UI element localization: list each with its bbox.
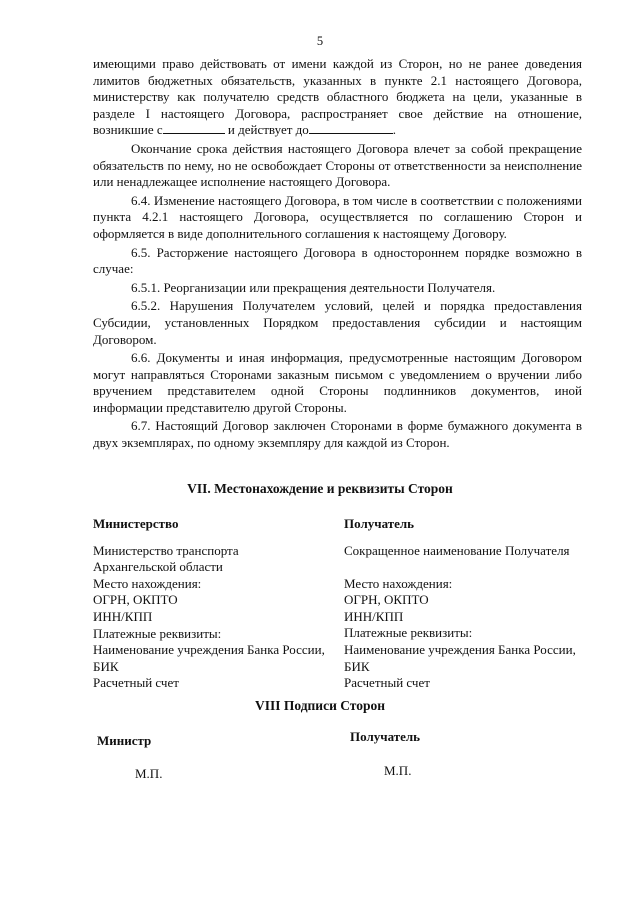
date-fill-line [309,122,393,134]
clause-6-5: 6.5. Расторжение настоящего Договора в одностороннем порядке возможно в случае: [93,244,582,277]
clause-6-5-1: 6.5.1. Реорганизации или прекращения деятельности Получателя. [131,279,496,295]
minister-signature-label: Министр [97,733,152,748]
detail-line: ИНН/КПП [93,608,153,624]
detail-line: Платежные реквизиты: [93,625,222,641]
paragraph-text: и действует до [224,122,309,138]
ministry-details [93,516,328,692]
date-fill-line [163,122,225,134]
clause-6-7: 6.7. Настоящий Договор заключен Сторонами в форме бумажного документа в двух экземплярах, по одному экземпляру для каждой из Сторон. [93,418,582,451]
clause-6-5-2: 6.5.2. Нарушения Получателем условий, целей и порядка предоставления Субсидии, установленных Порядком предоставления субсидии и настоящим Договором. [93,298,582,347]
detail-line: Наименование учреждения Банка России, [344,641,576,657]
detail-line: Платежные реквизиты: [344,625,473,641]
detail-line: ИНН/КПП [344,608,404,624]
ministry-stamp-place: М.П. [135,766,163,781]
detail-line: ОГРН, ОКПТО [344,592,429,608]
page-number: 5 [316,34,324,48]
document-body [93,56,582,454]
paragraph: Окончание срока действия настоящего Договора влечет за собой прекращение обязательств по нему, но не освобождает Стороны от ответственности за неисполнение или ненадлежащее исполнение настоящего Договора. [93,140,582,190]
recipient-details [344,516,579,692]
detail-line: БИК [344,658,370,674]
recipient-name: Сокращенное наименование Получателя [344,542,570,558]
clause-6-4: 6.4. Изменение настоящего Договора, в том числе в соответствии с положениями пункта 4.2.1 настоящего Договора, осуществляется по соглашению Сторон и оформляется в виде дополнительного соглашения к настоящему Договору. [93,192,582,241]
section-7-title: VII. Местонахождение и реквизиты Сторон [187,481,453,496]
recipient-stamp-place: М.П. [384,763,412,778]
section-8-title: VIII Подписи Сторон [254,698,386,713]
ministry-heading: Министерство [93,516,179,531]
paragraph-continuation [93,56,582,139]
recipient-signature-label: Получатель [350,729,421,744]
detail-line: Место нахождения: [93,575,202,591]
recipient-heading: Получатель [344,516,415,531]
paragraph-text: . [392,122,397,138]
ministry-name: Министерство транспорта Архангельской области [93,542,239,575]
detail-line: ОГРН, ОКПТО [93,592,178,608]
clause-6-6: 6.6. Документы и иная информация, предусмотренные настоящим Договором могут направляться Сторонами заказным письмом с уведомлением о вручении либо вручением представителем одной Стороны подлинников документов, иной информации представителю другой Стороны. [93,350,582,415]
detail-line: Расчетный счет [93,675,179,691]
detail-line: Наименование учреждения Банка России, [93,642,325,658]
detail-line: Расчетный счет [344,675,430,691]
paragraph-text: имеющими право действовать от имени каждой из Сторон, но не ранее доведения лимитов бюджетных обязательств, указанных в пункте 2.1 настоящего Договора, министерству как получателю средств областного бюджета на цели, указанные в разделе I настоящего Договора, распространяет свое действие на отношение, возникшие с [93,56,582,138]
detail-line: Место нахождения: [344,575,453,591]
detail-line: БИК [93,658,119,674]
